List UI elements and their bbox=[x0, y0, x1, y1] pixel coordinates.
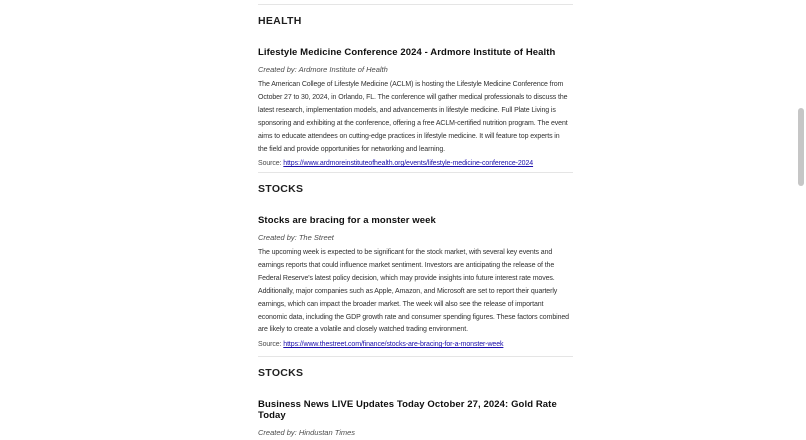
article-byline: Created by: Hindustan Times bbox=[258, 428, 356, 437]
article-byline: Created by: Ardmore Institute of Health bbox=[258, 65, 388, 74]
article-title: Business News LIVE Updates Today October 27, 2024: Gold Rate Today bbox=[258, 399, 557, 421]
news-section-health bbox=[258, 4, 573, 167]
article bbox=[258, 215, 573, 348]
source-link[interactable]: https://www.thestreet.com/finance/stocks-are-bracing-for-a-monster-week bbox=[283, 341, 504, 349]
article-title: Stocks are bracing for a monster week bbox=[258, 215, 436, 226]
article-title: Lifestyle Medicine Conference 2024 - Ardmore Institute of Health bbox=[258, 47, 556, 58]
section-header-health: HEALTH bbox=[258, 15, 302, 27]
section-divider bbox=[258, 172, 573, 173]
section-header-stocks: STOCKS bbox=[258, 367, 304, 379]
article-source-row bbox=[258, 341, 573, 348]
news-section-stocks-2 bbox=[258, 356, 573, 440]
article bbox=[258, 399, 573, 437]
scrollbar-track[interactable] bbox=[796, 0, 806, 440]
article-body: The upcoming week is expected to be significant for the stock market, with several key events and earnings reports that could influence market sentiment. Investors are anticipating the release of the Federal Reserve's latest policy decision, which may provide insights into future interest rate moves. Additionally, major companies such as Apple, Amazon, and Microsoft are set to report their quarterly earnings, which can impact the broader market. The week will also see the release of important economic data, including the GDP growth rate and consumer spending figures. These factors combined are likely to create a volatile and closely watched trading environment. bbox=[258, 249, 569, 334]
article-body: The American College of Lifestyle Medicine (ACLM) is hosting the Lifestyle Medicine Conference from October 27 to 30, 2024, in Orlando, FL. The conference will gather medical professionals to discuss the latest research, implementation models, and advancements in lifestyle medicine. Full Plate Living is sponsoring and exhibiting at the conference, offering a free ACLM-certified nutrition program. The event aims to educate attendees on cutting-edge practices in lifestyle medicine. It will feature top experts in the field and provide opportunities for networking and learning. bbox=[258, 81, 568, 153]
source-label: Source: bbox=[258, 341, 282, 349]
article-byline: Created by: The Street bbox=[258, 233, 334, 242]
news-section-stocks-1 bbox=[258, 172, 573, 348]
source-label: Source: bbox=[258, 160, 282, 168]
section-divider bbox=[258, 356, 573, 357]
section-header-stocks: STOCKS bbox=[258, 183, 304, 195]
section-divider bbox=[258, 4, 573, 5]
article-source-row bbox=[258, 160, 573, 167]
scrollbar-thumb[interactable] bbox=[798, 108, 804, 186]
source-link[interactable]: https://www.ardmoreinstituteofhealth.org/events/lifestyle-medicine-conference-2024 bbox=[283, 160, 534, 168]
article bbox=[258, 47, 573, 167]
